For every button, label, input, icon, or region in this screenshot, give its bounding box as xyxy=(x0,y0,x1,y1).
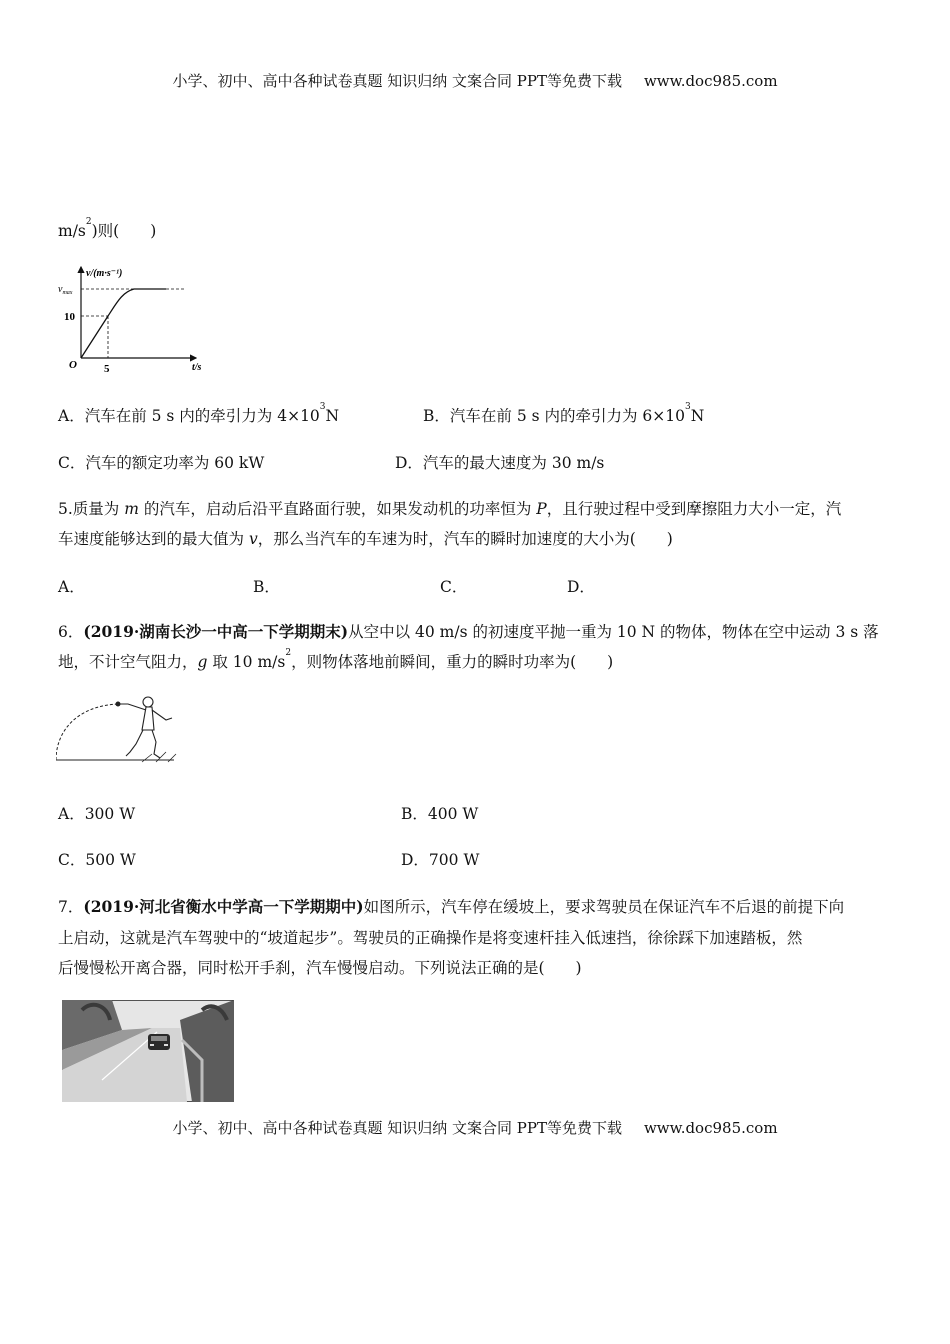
q5-stem-line2: 车速度能够达到的最大值为 v，那么当汽车的车速为时，汽车的瞬时加速度的大小为( ) xyxy=(58,530,673,548)
q5-option-b[interactable]: B． xyxy=(253,578,280,596)
q4-vt-graph xyxy=(56,262,216,377)
y-axis-label: v/(m·s⁻¹) xyxy=(86,268,123,279)
q4-stem-tail: $m/s^2$)则( ) xyxy=(58,217,157,240)
q5-stem-line1: 5.质量为 m 的汽车，启动后沿平直路面行驶，如果发动机的功率恒为 P，且行驶过程中受到摩擦阻力大小一定，汽 xyxy=(58,500,842,518)
q7-source: (2019·河北省衡水中学高一下学期期中) xyxy=(83,897,364,916)
trajectory xyxy=(56,704,118,760)
q6-option-a[interactable]: A．300 W xyxy=(58,805,136,823)
q7-car-slope-photo xyxy=(62,1000,234,1102)
tick-10-label: 10 xyxy=(64,311,75,323)
tick-5-label: 5 xyxy=(104,363,110,375)
header-url[interactable]: www.doc985.com xyxy=(643,72,778,90)
page-footer xyxy=(0,1117,950,1138)
q4-option-c[interactable]: C．汽车的额定功率为 60 kW xyxy=(58,454,265,472)
q6-option-d[interactable]: D．700 W xyxy=(401,851,480,869)
q5-option-c[interactable]: C． xyxy=(440,578,468,596)
vmax-label: $v_{max}$ xyxy=(58,284,73,296)
origin-label: O xyxy=(69,359,77,371)
q5-option-a[interactable]: A． xyxy=(58,578,85,596)
q4-option-d[interactable]: D．汽车的最大速度为 30 m/s xyxy=(395,454,605,472)
x-axis-label: t/s xyxy=(192,362,202,373)
velocity-curve xyxy=(81,289,166,358)
car xyxy=(148,1034,170,1050)
q6-option-b[interactable]: B．400 W xyxy=(401,805,479,823)
ball xyxy=(116,702,121,707)
header-text: 小学、初中、高中各种试卷真题 知识归纳 文案合同 PPT等免费下载 xyxy=(172,72,622,90)
q7-stem-line1: 7．(2019·河北省衡水中学高一下学期期中)如图所示，汽车停在缓坡上，要求驾驶员在保证汽车不后退的前提下向 xyxy=(58,897,845,916)
q7-stem-line3: 后慢慢松开离合器，同时松开手刹，汽车慢慢启动。下列说法正确的是( ) xyxy=(58,959,582,977)
q6-option-c[interactable]: C．500 W xyxy=(58,851,136,869)
q4-option-a[interactable]: A．汽车在前 5 s 内的牵引力为 $4\times 10^3N$ xyxy=(58,402,340,425)
q6-stem-line2: 地，不计空气阻力，g 取 10 $m/s^2$，则物体落地前瞬间，重力的瞬时功率为( ) xyxy=(58,648,614,671)
footer-text: 小学、初中、高中各种试卷真题 知识归纳 文案合同 PPT等免费下载 xyxy=(172,1119,622,1137)
q7-stem-line2: 上启动，这就是汽车驾驶中的“坡道起步”。驾驶员的正确操作是将变速杆挂入低速挡，徐徐踩下加速踏板，然 xyxy=(58,929,803,947)
footer-url[interactable]: www.doc985.com xyxy=(643,1119,778,1137)
q4-option-b[interactable]: B．汽车在前 5 s 内的牵引力为 $6\times 10^3N$ xyxy=(423,402,705,425)
q6-stem-line1: 6．(2019·湖南长沙一中高一下学期期末)从空中以 40 m/s 的初速度平抛一重为 10 N 的物体，物体在空中运动 3 s 落 xyxy=(58,622,879,641)
page-header xyxy=(0,70,950,91)
q6-throw-figure xyxy=(56,692,186,772)
person-figure xyxy=(120,697,176,762)
q5-option-d[interactable]: D． xyxy=(567,578,595,596)
q6-source: (2019·湖南长沙一中高一下学期期末) xyxy=(83,622,349,641)
